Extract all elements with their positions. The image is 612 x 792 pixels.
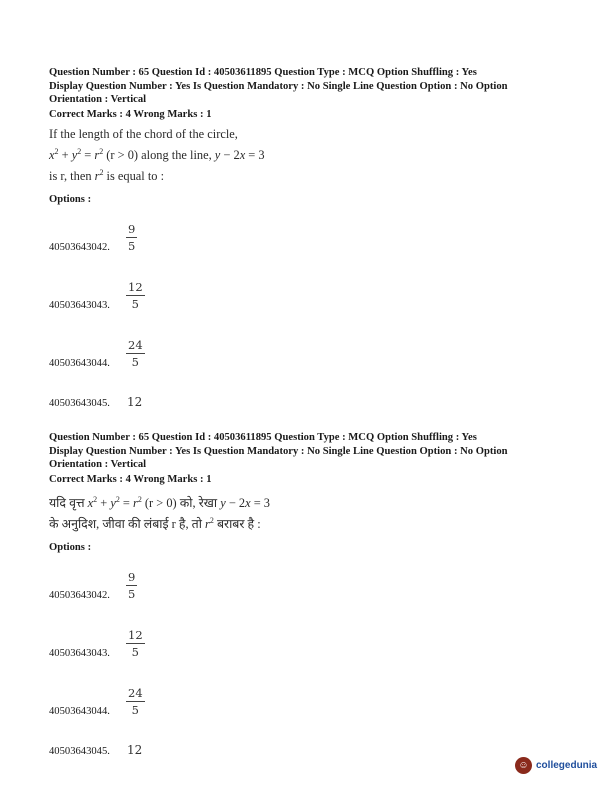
question-block-english xyxy=(49,66,579,419)
question-text-image-english: If the length of the chord of the circle, $x^2 + y^2 = r^2$ (r > 0) along the line, y − 2x = 3 is r, then $r^2$ is equal to : xyxy=(49,126,265,184)
fraction-denominator: 5 xyxy=(131,355,139,370)
fraction-numerator: 24 xyxy=(128,686,143,701)
options-label: Options : xyxy=(49,542,92,554)
option-fraction xyxy=(126,338,145,369)
fraction-denominator: 5 xyxy=(131,703,139,718)
option-id: 40503643045. xyxy=(49,746,110,758)
options-list xyxy=(49,205,579,419)
option-fraction xyxy=(126,628,145,659)
option-row[interactable] xyxy=(49,263,579,321)
option-id: 40503643045. xyxy=(49,398,110,410)
marks-line: Correct Marks : 4 Wrong Marks : 1 xyxy=(49,473,212,485)
question-meta xyxy=(49,66,579,107)
options-list xyxy=(49,553,579,767)
option-id: 40503643043. xyxy=(49,648,110,660)
fraction-numerator: 24 xyxy=(128,338,143,353)
option-row[interactable] xyxy=(49,611,579,669)
meta-line: Display Question Number : Yes Is Question Mandatory : No Single Line Question Option : No Option xyxy=(49,80,508,92)
option-row[interactable] xyxy=(49,669,579,727)
meta-line: Orientation : Vertical xyxy=(49,94,147,106)
option-value: 12 xyxy=(127,743,143,758)
fraction-numerator: 12 xyxy=(128,628,143,643)
meta-line: Orientation : Vertical xyxy=(49,459,147,471)
question-meta xyxy=(49,431,579,472)
option-id: 40503643043. xyxy=(49,300,110,312)
option-row[interactable] xyxy=(49,205,579,263)
option-fraction xyxy=(126,222,137,253)
options-label: Options : xyxy=(49,194,92,206)
fraction-numerator: 9 xyxy=(128,222,136,237)
logo-text: collegedunia xyxy=(536,760,598,771)
option-id: 40503643044. xyxy=(49,358,110,370)
collegedunia-logo[interactable] xyxy=(515,757,597,774)
option-row[interactable] xyxy=(49,727,579,767)
option-id: 40503643042. xyxy=(49,590,110,602)
option-row[interactable] xyxy=(49,321,579,379)
collegedunia-logo-icon: ☺ xyxy=(515,757,532,774)
question-text-image-hindi: यदि वृत्त $x^2 + y^2 = r^2$ (r > 0) को, रेखा y − 2x = 3 के अनुदिश, जीवा की लंबाई r है, तो $r^2$ बराबर है : xyxy=(49,494,270,532)
fraction-numerator: 9 xyxy=(128,570,136,585)
option-fraction xyxy=(126,280,145,311)
fraction-numerator: 12 xyxy=(128,280,143,295)
option-row[interactable] xyxy=(49,379,579,419)
question-block-hindi xyxy=(49,431,579,767)
option-row[interactable] xyxy=(49,553,579,611)
option-fraction xyxy=(126,686,145,717)
option-fraction xyxy=(126,570,137,601)
marks-line: Correct Marks : 4 Wrong Marks : 1 xyxy=(49,108,212,120)
fraction-denominator: 5 xyxy=(131,297,139,312)
meta-line: Display Question Number : Yes Is Question Mandatory : No Single Line Question Option : No Option xyxy=(49,445,508,457)
meta-line: Question Number : 65 Question Id : 40503611895 Question Type : MCQ Option Shuffling : Yes xyxy=(49,67,477,78)
fraction-denominator: 5 xyxy=(128,239,136,254)
option-value: 12 xyxy=(127,395,143,410)
meta-line: Question Number : 65 Question Id : 40503611895 Question Type : MCQ Option Shuffling : Yes xyxy=(49,432,477,443)
option-id: 40503643042. xyxy=(49,242,110,254)
fraction-denominator: 5 xyxy=(131,645,139,660)
fraction-denominator: 5 xyxy=(128,587,136,602)
option-id: 40503643044. xyxy=(49,706,110,718)
